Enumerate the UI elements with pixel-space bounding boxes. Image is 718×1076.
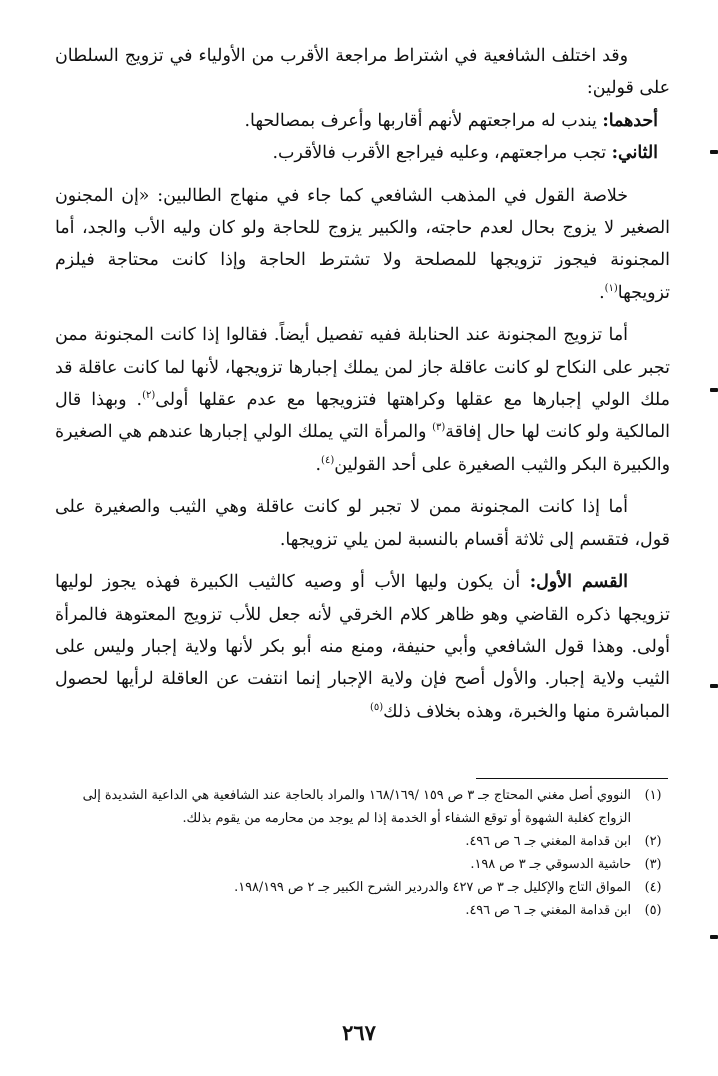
paragraph-2-end: . xyxy=(599,282,605,303)
paragraph-5-text: أن يكون وليها الأب أو وصيه كالثيب الكبيرة فهذه يجوز لوليها تزويجها ذكره القاضي وهو ظاهر كلام الخرقي لأنه جعل للأب تزويج المعتوهة فالمرأة أولى. وهذا قول الشافعي وأبي حنيفة، ومنع منه أبو بكر لأنها ولاية إجبار وليس على الثيب ولاية إجبار. والأول أصح فإن ولاية الإجبار إنما انتفت عن العاقلة لرأيها لحصول المباشرة منها والخبرة، وهذه بخلاف ذلك xyxy=(55,572,670,722)
margin-mark xyxy=(710,150,718,154)
footnote-2 xyxy=(55,830,675,853)
option-1 xyxy=(55,105,670,137)
footnote-ref-1[interactable]: (١) xyxy=(604,283,618,295)
paragraph-2-text: خلاصة القول في المذهب الشافعي كما جاء في منهاج الطالبين: «إن المجنون الصغير لا يزوج بحال لعدم حاجته، والكبير يزوج للحاجة ولو كان وليه الأب والجد، أما المجنونة فيجوز تزويجها للمصلحة ولا تشترط الحاجة وإذا كانت محتاجة فيلزم تزويجها xyxy=(55,185,670,303)
footnote-number: (١) xyxy=(644,788,662,803)
paragraph-3-end: . xyxy=(315,454,322,475)
footnote-text: النووي أصل مغني المحتاج جـ ٣ ص ١٥٩ /١٦٨/١٦٩ والمراد بالحاجة عند الشافعية هي الداعية الشديدة إلى الزواج كغلبة الشهوة أو توقع الشفاء أو الخدمة إذا لم يوجد من محارمه من يقوم بذلك. xyxy=(82,788,631,826)
footnote-ref-2[interactable]: (٢) xyxy=(142,390,156,402)
footnote-number: (٢) xyxy=(644,834,662,849)
page-number: ٢٦٧ xyxy=(342,1020,376,1045)
section-1-label: القسم الأول: xyxy=(529,572,628,593)
margin-mark xyxy=(710,935,718,939)
main-text xyxy=(55,40,670,728)
footnote-text: حاشية الدسوقي جـ ٣ ص ١٩٨. xyxy=(470,857,631,872)
paragraph-1: وقد اختلف الشافعية في اشتراط مراجعة الأقرب من الأولياء في تزويج السلطان على قولين: xyxy=(55,46,670,99)
paragraph-3-text-b: . وبهذا قال المالكية ولو كانت لها حال إفاقة xyxy=(55,390,670,443)
footnote-ref-4[interactable]: (٤) xyxy=(321,455,335,467)
footnote-number: (٥) xyxy=(644,903,662,918)
option-2 xyxy=(55,137,670,169)
paragraph-2 xyxy=(55,180,670,310)
footnote-5 xyxy=(55,899,675,922)
margin-mark xyxy=(710,684,718,688)
paragraph-5 xyxy=(55,566,670,728)
option-2-label: الثاني: xyxy=(611,143,658,164)
footnote-text: ابن قدامة المغني جـ ٦ ص ٤٩٦. xyxy=(465,903,631,918)
footnote-3 xyxy=(55,853,675,876)
footnote-number: (٤) xyxy=(644,880,662,895)
paragraph-3 xyxy=(55,319,670,481)
footnote-1 xyxy=(55,784,675,830)
footnote-ref-5[interactable]: (٥) xyxy=(369,701,384,713)
option-1-label: أحدهما: xyxy=(602,110,658,131)
option-2-text: تجب مراجعتهم، وعليه فيراجع الأقرب فالأقرب. xyxy=(272,143,612,164)
footnote-text: ابن قدامة المغني جـ ٦ ص ٤٩٦. xyxy=(465,834,631,849)
footnote-4 xyxy=(55,876,675,899)
footnote-ref-3[interactable]: (٣) xyxy=(432,422,446,434)
footnote-text: المواق التاج والإكليل جـ ٣ ص ٤٢٧ والدردير الشرح الكبير جـ ٢ ص ١٩٨/١٩٩. xyxy=(234,880,631,895)
footnotes xyxy=(55,784,675,922)
paragraph-4: أما إذا كانت المجنونة ممن لا تجبر لو كانت عاقلة وهي الثيب والصغيرة على قول، فتقسم إلى ثلاثة أقسام بالنسبة لمن يلي تزويجها. xyxy=(55,497,670,550)
paragraph-3-text-a: أما تزويج المجنونة عند الحنابلة ففيه تفصيل أيضاً. فقالوا إذا كانت المجنونة ممن تجبر على النكاح لو كانت عاقلة جاز لمن يملك إجبارها تزويجها، لأنها لما كانت عاقلة قد ملك الولي إجبارها مع عقلها وكراهتها فتزويجها مع عدم عقلها أولى xyxy=(55,325,670,411)
footnote-number: (٣) xyxy=(644,857,662,872)
paragraph-3-text-c: والمرأة التي يملك الولي إجبارها عندهم هي الصغيرة والكبيرة البكر والثيب الصغيرة على أحد القولين xyxy=(55,422,670,475)
footnote-separator xyxy=(476,778,668,779)
margin-mark xyxy=(710,388,718,392)
option-1-text: يندب له مراجعتهم لأنهم أقاربها وأعرف بمصالحها. xyxy=(244,110,603,131)
